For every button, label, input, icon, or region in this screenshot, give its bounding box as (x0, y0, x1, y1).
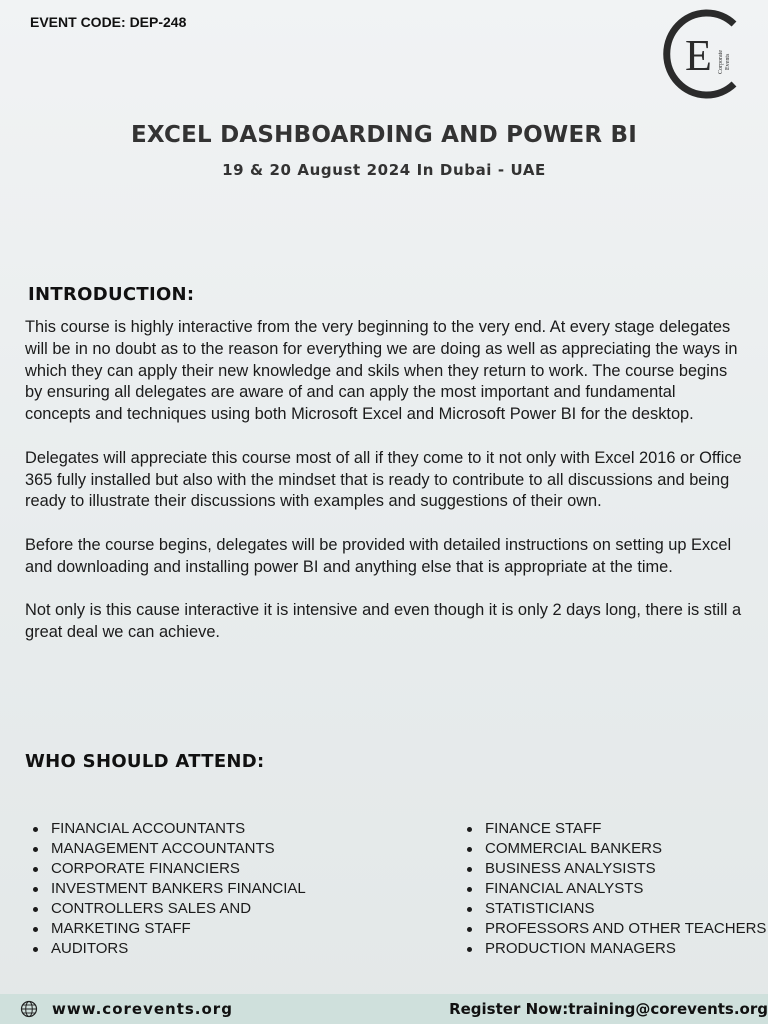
intro-paragraph: This course is highly interactive from the very beginning to the very end. At every stage delegates will be in no doubt as to the reason for everything we are doing as well as appreciating the ways in which they can apply their new knowledge and skils when they return to work. The course begins by ensuring all delegates are aware of and can apply the most important and fundamental concepts and techniques using both Microsoft Excel and Microsoft Power BI for the desktop. (25, 318, 738, 424)
list-item: FINANCIAL ANALYSTS (464, 879, 764, 899)
introduction-body (25, 317, 745, 666)
svg-text:Corporate: Corporate (718, 50, 724, 74)
attendee-list-right (464, 819, 767, 959)
register-email-link[interactable]: Register Now:training@corevents.org (449, 1000, 768, 1018)
page-title: EXCEL DASHBOARDING AND POWER BI (131, 122, 637, 148)
event-code: EVENT CODE: DEP-248 (30, 14, 187, 30)
corporate-events-logo (652, 8, 742, 100)
list-item: CORPORATE FINANCIERS (30, 859, 350, 879)
list-item: PROFESSORS AND OTHER TEACHERS (464, 919, 764, 939)
list-item: FINANCE STAFF (464, 819, 764, 839)
attendee-list-left (30, 819, 350, 959)
intro-paragraph: Not only is this cause interactive it is intensive and even though it is only 2 days long, there is still a great deal we can achieve. (25, 601, 742, 642)
list-item: INVESTMENT BANKERS FINANCIAL (30, 879, 350, 899)
svg-text:Events: Events (725, 53, 731, 70)
list-item: AUDITORS (30, 939, 350, 959)
who-should-attend-heading: WHO SHOULD ATTEND: (25, 751, 265, 772)
website-link[interactable]: www.corevents.org (52, 1000, 233, 1018)
event-date-location: 19 & 20 August 2024 In Dubai - UAE (222, 161, 546, 179)
introduction-heading: INTRODUCTION: (28, 284, 195, 305)
list-item: BUSINESS ANALYSISTS (464, 859, 764, 879)
intro-paragraph: Before the course begins, delegates will be provided with detailed instructions on setting up Excel and downloading and installing power BI and anything else that is appropriate at the time. (25, 535, 732, 576)
svg-text:E: E (685, 31, 712, 80)
list-item: COMMERCIAL BANKERS (464, 839, 764, 859)
list-item: CONTROLLERS SALES AND (30, 899, 350, 919)
list-item: PRODUCTION MANAGERS (464, 939, 764, 959)
intro-paragraph: Delegates will appreciate this course most of all if they come to it not only with Excel 2016 or Office 365 fully installed but also with the mindset that is ready to contribute to all discussions and being ready to illustrate their discussions with examples and suggestions of their own. (25, 448, 742, 511)
list-item: MANAGEMENT ACCOUNTANTS (30, 839, 350, 859)
list-item: MARKETING STAFF (30, 919, 350, 939)
list-item: FINANCIAL ACCOUNTANTS (30, 819, 350, 839)
list-item: STATISTICIANS (464, 899, 764, 919)
globe-icon (20, 1000, 38, 1018)
footer-bar (0, 994, 768, 1024)
